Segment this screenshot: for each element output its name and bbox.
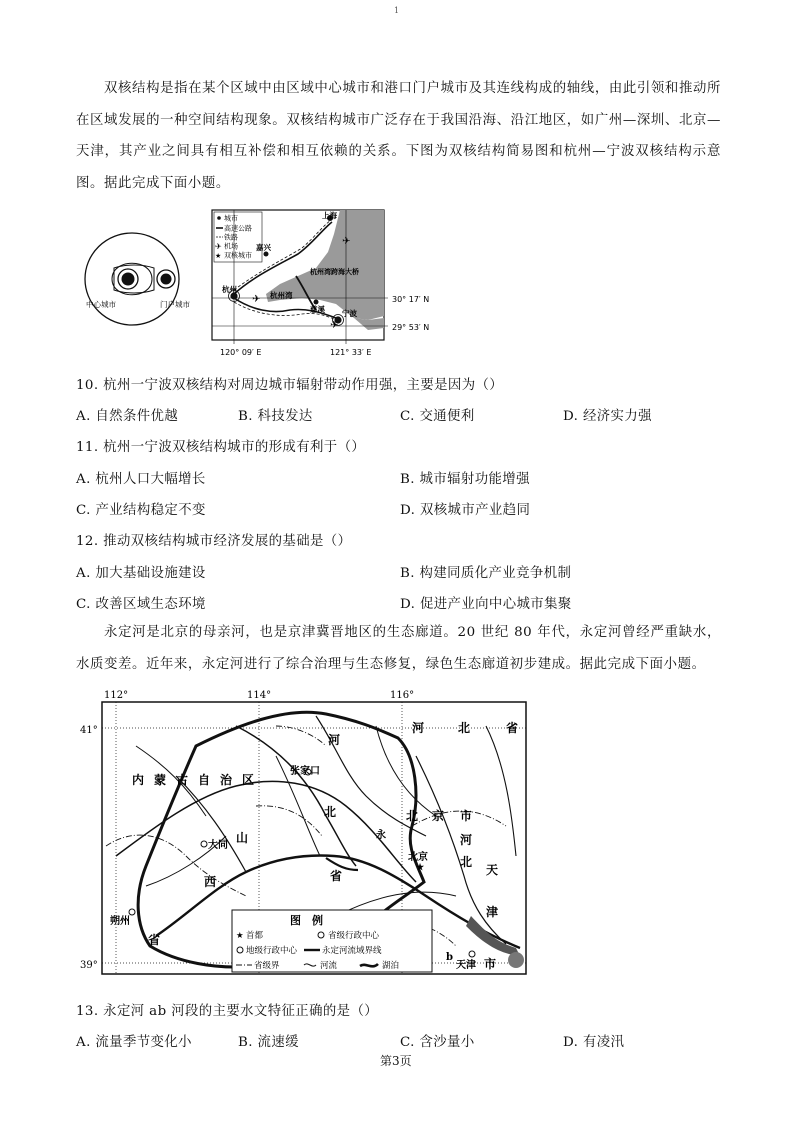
- lon-112-label: 112°: [104, 690, 129, 701]
- region-inner-mongolia-3: 古: [176, 773, 189, 787]
- label-hangzhou-bay: 杭州湾: [270, 291, 293, 300]
- city-shuozhou: 朔州: [110, 916, 130, 927]
- passage-yongding-river: 永定河是北京的母亲河，也是京津冀晋地区的生态廊道。20 世纪 80 年代，永定河曾经严重缺水，水质变差。近年来，永定河进行了综合治理与生态修复，绿色生态廊道初步建成。据此完成下面小题。: [76, 625, 721, 672]
- region-inner-mongolia-6: 区: [242, 773, 255, 787]
- region-hebei-top-3: 省: [506, 721, 519, 735]
- question-11-option-d[interactable]: D. 双核城市产业趋同: [400, 503, 531, 518]
- question-12-option-a[interactable]: A. 加大基础设施建设: [76, 566, 206, 581]
- region-hebei-right-2: 北: [460, 855, 473, 869]
- region-hebei-mid-2: 北: [324, 805, 337, 819]
- label-cixi: 慈溪: [310, 305, 325, 314]
- legend-river: 河流: [320, 961, 338, 971]
- region-hebei-right-1: 河: [460, 833, 473, 847]
- question-11-option-b[interactable]: B. 城市辐射功能增强: [400, 472, 530, 487]
- label-bridge: 杭州湾跨海大桥: [310, 268, 359, 276]
- region-hebei-top-2: 北: [458, 721, 471, 735]
- question-13-option-b[interactable]: B. 流速缓: [238, 1035, 299, 1050]
- region-tianjin-1: 天: [486, 863, 499, 877]
- city-zhangjiakou: 张家口: [290, 766, 320, 777]
- region-beijing-3: 市: [460, 809, 473, 823]
- svg-text:★: ★: [215, 252, 222, 260]
- label-ningbo: 宁波: [342, 309, 357, 318]
- lon-left-label: 120° 09′ E: [220, 348, 262, 357]
- label-jiaxing: 嘉兴: [256, 243, 271, 252]
- question-11-option-c[interactable]: C. 产业结构稳定不变: [76, 503, 206, 518]
- dual-core-diagram: [85, 233, 190, 325]
- question-10-option-b[interactable]: B. 科技发达: [238, 409, 313, 424]
- svg-text:✈: ✈: [252, 294, 261, 305]
- legend-airport: 机场: [224, 242, 238, 251]
- svg-text:★: ★: [416, 863, 425, 873]
- svg-text:✈: ✈: [215, 242, 222, 251]
- question-10-option-a[interactable]: A. 自然条件优越: [76, 409, 179, 424]
- question-12-option-d[interactable]: D. 促进产业向中心城市集聚: [400, 597, 572, 612]
- legend-railway: 铁路: [224, 233, 238, 242]
- hangzhou-ningbo-map: [212, 210, 388, 344]
- lat-41-label: 41°: [80, 725, 98, 736]
- figure-yongding-basin: [76, 686, 536, 978]
- lat-39-label: 39°: [80, 960, 98, 971]
- legend-title: 图 例: [290, 914, 323, 927]
- region-inner-mongolia-2: 蒙: [154, 773, 167, 787]
- city-tianjin: 天津: [456, 960, 476, 971]
- label-hangzhou: 杭州: [222, 285, 237, 294]
- question-12-option-c[interactable]: C. 改善区域生态环境: [76, 597, 206, 612]
- legend-capital: 首都: [246, 931, 264, 941]
- city-beijing: 北京: [408, 852, 428, 863]
- region-hebei-mid-1: 河: [328, 733, 341, 747]
- city-datong: 大同: [208, 840, 228, 851]
- question-10-option-c[interactable]: C. 交通便利: [400, 409, 475, 424]
- region-inner-mongolia-1: 内: [132, 773, 145, 787]
- legend-dual-core: 双核城市: [224, 251, 252, 260]
- region-beijing-2: 京: [432, 809, 445, 823]
- question-12-option-b[interactable]: B. 构建同质化产业竞争机制: [400, 566, 572, 581]
- region-inner-mongolia-5: 治: [220, 773, 233, 787]
- svg-text:✈: ✈: [330, 320, 339, 331]
- passage-dual-core: 双核结构是指在某个区域中由区域中心城市和港口门户城市及其连线构成的轴线，由此引领和推动所在区域发展的一种空间结构现象。双核结构城市广泛存在于我国沿海、沿江地区，如广州—深圳、北京—天津，其产业之间具有相互补偿和相互依赖的关系。下图为双核结构简易图和杭州—宁波双核结构示意图。据此完成下面小题。: [76, 81, 721, 191]
- region-hebei-mid-3: 省: [330, 869, 343, 883]
- region-shanxi-3: 省: [148, 933, 161, 947]
- river-yongding-label: 永: [376, 830, 386, 841]
- map-legend: [232, 910, 432, 972]
- lat-top-label: 30° 17′ N: [392, 295, 430, 304]
- question-11-option-a[interactable]: A. 杭州人口大幅增长: [76, 472, 206, 487]
- legend-city: 城市: [224, 214, 238, 223]
- region-shanxi-2: 西: [204, 875, 217, 889]
- page-marker: 1: [394, 6, 400, 15]
- page-footer: 第3页: [380, 1054, 412, 1068]
- legend-lake: 湖泊: [382, 961, 400, 971]
- lat-bottom-label: 29° 53′ N: [392, 323, 430, 332]
- question-10-stem: 10. 杭州一宁波双核结构对周边城市辐射带动作用强，主要是因为（）: [76, 378, 504, 393]
- question-12-stem: 12. 推动双核结构城市经济发展的基础是（）: [76, 534, 352, 549]
- center-city-label: 中心城市: [86, 300, 116, 309]
- region-tianjin-3: 市: [484, 957, 497, 971]
- region-shanxi-1: 山: [236, 831, 249, 845]
- label-shanghai: 上海: [322, 211, 337, 220]
- question-13-option-d[interactable]: D. 有凌汛: [563, 1035, 625, 1050]
- question-13-stem: 13. 永定河 ab 河段的主要水文特征正确的是（）: [76, 1004, 379, 1019]
- question-13-option-c[interactable]: C. 含沙量小: [400, 1035, 475, 1050]
- region-tianjin-2: 津: [486, 905, 499, 919]
- lon-114-label: 114°: [247, 690, 272, 701]
- region-hebei-top-1: 河: [412, 721, 425, 735]
- figure-dual-core: [84, 206, 430, 358]
- question-10-option-d[interactable]: D. 经济实力强: [563, 409, 652, 424]
- legend-prefecture-center: 地级行政中心: [246, 946, 298, 956]
- question-11-stem: 11. 杭州一宁波双核结构城市的形成有利于（）: [76, 440, 366, 455]
- lon-116-label: 116°: [390, 690, 415, 701]
- gate-city-label: 门户城市: [160, 300, 190, 309]
- legend-basin-boundary: 永定河流域界线: [322, 946, 382, 956]
- svg-text:★: ★: [236, 931, 244, 941]
- svg-text:✈: ✈: [342, 236, 351, 247]
- legend-provincial-center: 省级行政中心: [328, 931, 380, 941]
- legend-expressway: 高速公路: [224, 224, 252, 233]
- region-inner-mongolia-4: 自: [198, 773, 211, 787]
- region-beijing-1: 北: [406, 809, 419, 823]
- river-point-b: b: [446, 952, 453, 963]
- legend-provincial-border: 省级界: [254, 961, 280, 971]
- lon-right-label: 121° 33′ E: [330, 348, 372, 357]
- question-13-option-a[interactable]: A. 流量季节变化小: [76, 1035, 192, 1050]
